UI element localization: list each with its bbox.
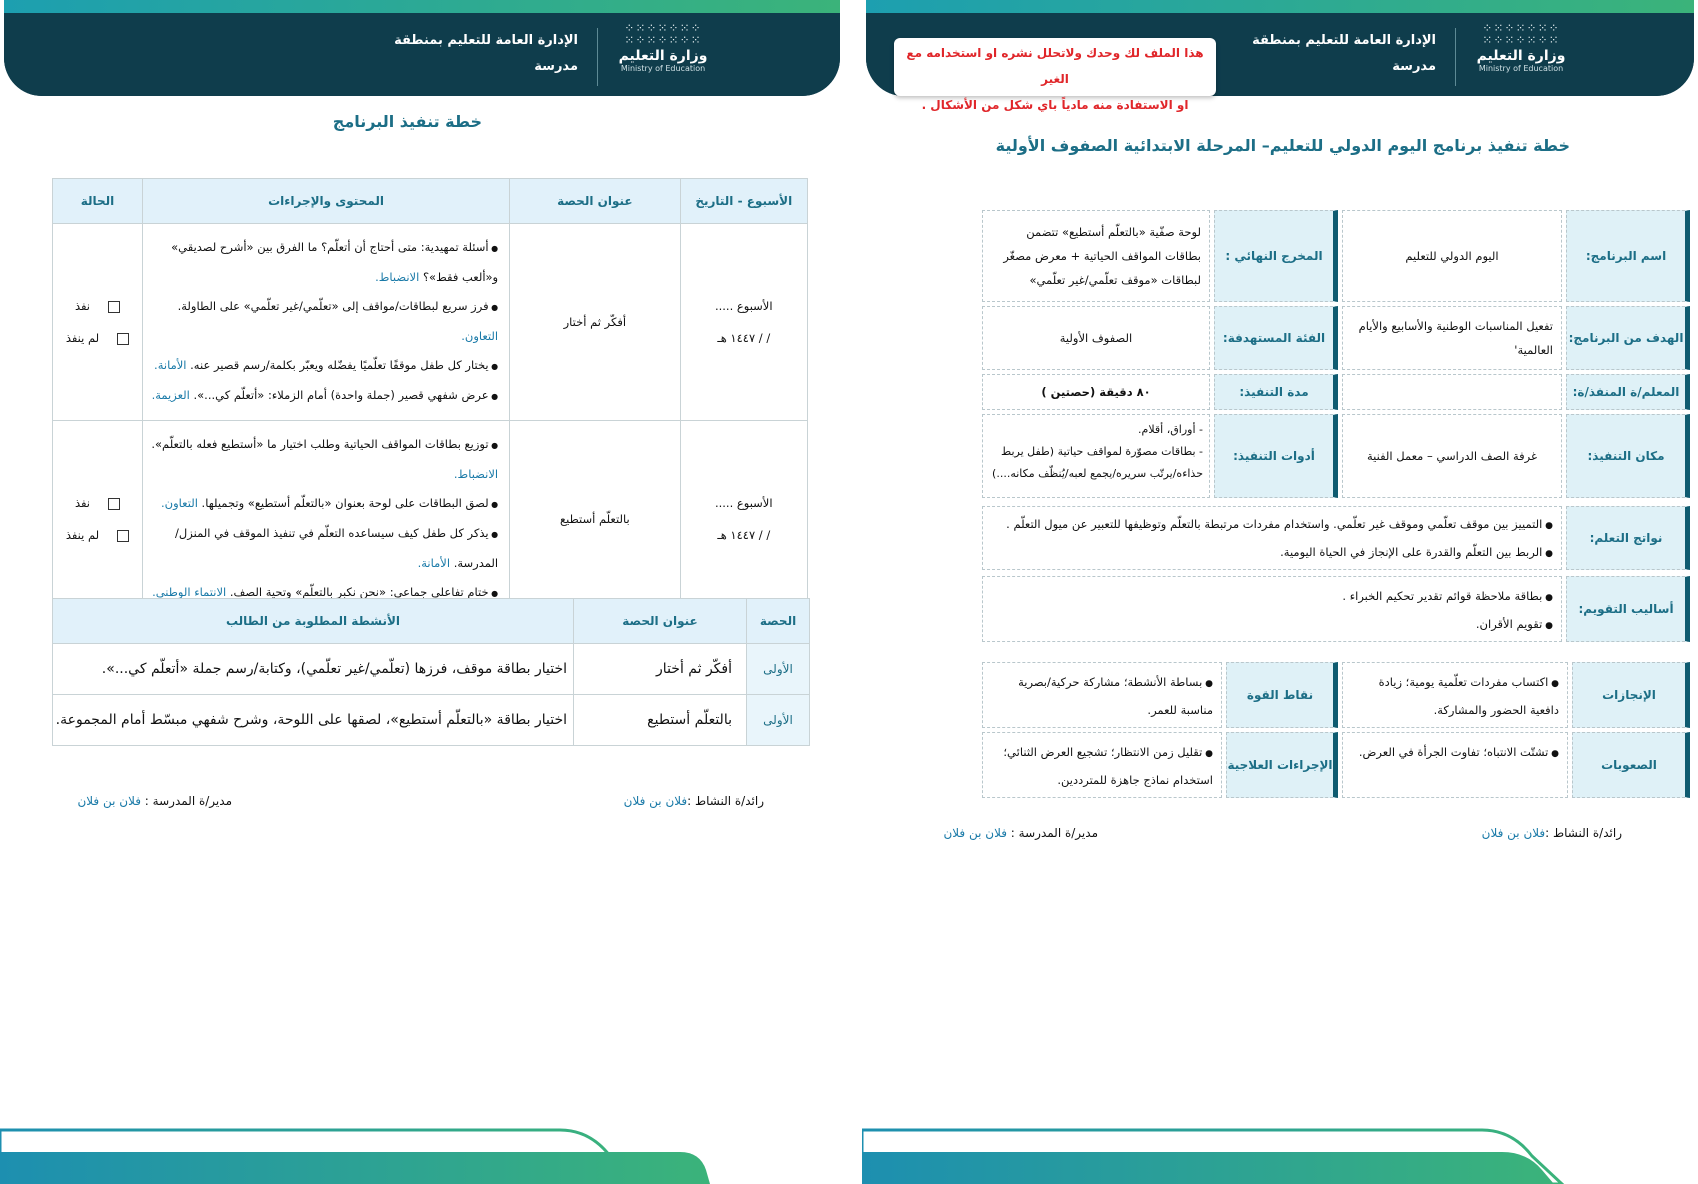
status-cell bbox=[53, 421, 143, 618]
col-content: المحتوى والإجراءات bbox=[142, 179, 509, 224]
principal-signature bbox=[943, 826, 1098, 840]
tools-item: - بطاقات مصوّرة لمواقف حياتية (طفل يربط حذاءه/يرتّب سريره/يجمع لعبه/يُنظّف مكانه....) bbox=[992, 445, 1203, 480]
difficulty-item: ● تشتّت الانتباه؛ تفاوت الجرأة في العرض. bbox=[1351, 739, 1559, 767]
header-text bbox=[1252, 28, 1436, 80]
week-label: الأسبوع ..... bbox=[714, 496, 773, 510]
content-item: ● عرض شفهي قصير (جملة واحدة) أمام الزملاء: «أتعلّم كي...». العزيمة. bbox=[150, 381, 498, 411]
value-tag: التعاون. bbox=[161, 496, 198, 510]
page-right bbox=[862, 0, 1698, 1184]
week-date bbox=[680, 421, 807, 618]
footer-decoration bbox=[0, 1126, 710, 1184]
principal-label: مدير/ة المدرسة : bbox=[140, 794, 232, 808]
period: الأولى bbox=[747, 644, 810, 695]
value-tag: الانتماء الوطني. bbox=[152, 585, 227, 599]
table-row bbox=[53, 421, 808, 618]
col-lesson-title: عنوان الحصة bbox=[510, 179, 680, 224]
week-label: الأسبوع ..... bbox=[714, 299, 773, 313]
principal-name: فلان بن فلان bbox=[943, 826, 1007, 840]
leader-name: فلان بن فلان bbox=[1481, 826, 1546, 840]
status-done[interactable]: نفذ bbox=[54, 290, 141, 322]
value-tag: الأمانة. bbox=[417, 556, 451, 570]
status-cell bbox=[53, 224, 143, 421]
col-status: الحالة bbox=[53, 179, 143, 224]
content-item: ● فرز سريع لبطاقات/مواقف إلى «تعلّمي/غير تعلّمي» على الطاولة. التعاون. bbox=[150, 292, 498, 351]
header-text bbox=[394, 28, 578, 80]
assessment-item: ● بطاقة ملاحظة قوائم تقدير تحكيم الخبراء . bbox=[991, 583, 1553, 611]
remedy-item: ● تقليل زمن الانتظار؛ تشجيع العرض الثنائي؛ استخدام نماذج جاهزة للمترددين. bbox=[991, 739, 1213, 793]
school-name: مدرسة bbox=[534, 59, 578, 74]
page-header bbox=[866, 0, 1694, 112]
copyright-notice bbox=[894, 38, 1216, 112]
outcome-item: ● التمييز بين موقف تعلّمي وموقف غير تعلّمي. واستخدام مفردات مرتبطة بالتعلّم وتوظيفها للتعبير عن ميول التعلّم . bbox=[991, 511, 1553, 539]
ministry-logo: ⁘⁙⁘⁙⁘⁙⁘ ⁙⁘⁙⁘⁙⁘⁙ وزارة التعليم Ministry of Education bbox=[618, 21, 708, 73]
lesson-title: أفكّر ثم أختار bbox=[510, 224, 680, 421]
admin-name: الإدارة العامة للتعليم بمنطقة bbox=[394, 33, 578, 48]
activity: اختيار بطاقة «بالتعلّم أستطيع»، لصقها على اللوحة، وشرح شفهي مبسّط أمام المجموعة. bbox=[53, 695, 574, 746]
table-header-row bbox=[53, 599, 810, 644]
page-header bbox=[4, 0, 840, 96]
label-tools: أدوات التنفيذ: bbox=[1214, 414, 1338, 498]
content-item: ● لصق البطاقات على لوحة بعنوان «بالتعلّم أستطيع» وتجميلها. التعاون. bbox=[150, 489, 498, 519]
document-title: خطة تنفيذ برنامج اليوم الدولي للتعليم– المرحلة الابتدائية الصفوف الأولية bbox=[995, 136, 1570, 155]
program-goal: تفعيل المناسبات الوطنية والأسابيع والأيام العالمية' bbox=[1342, 306, 1562, 370]
activity: اختيار بطاقة موقف، فرزها (تعلّمي/غير تعلّمي)، وكتابة/رسم جملة «أتعلّم كي...». bbox=[53, 644, 574, 695]
difficulties bbox=[1342, 732, 1568, 798]
remedies bbox=[982, 732, 1222, 798]
label-target: الفئة المستهدفة: bbox=[1214, 306, 1338, 370]
achievement-item: ● اكتساب مفردات تعلّمية يومية؛ زيادة دافعية الحضور والمشاركة. bbox=[1351, 669, 1559, 723]
table-header-row bbox=[53, 179, 808, 224]
status-not-done[interactable]: لم ينفذ bbox=[54, 519, 141, 551]
notice-line-1: هذا الملف لك وحدك ولاتحلل نشره او استخدامه مع الغير bbox=[906, 46, 1204, 86]
col-period: الحصة bbox=[747, 599, 810, 644]
target-group: الصفوف الأولية bbox=[982, 306, 1210, 370]
col-lesson-title: عنوان الحصة bbox=[574, 599, 747, 644]
table-row bbox=[53, 644, 810, 695]
activity-leader-signature bbox=[1482, 826, 1622, 840]
achievements bbox=[1342, 662, 1568, 728]
place: غرفة الصف الدراسي – معمل الفنية bbox=[1342, 414, 1562, 498]
label-goal: الهدف من البرنامج: bbox=[1566, 306, 1690, 370]
label-program-name: اسم البرنامج: bbox=[1566, 210, 1690, 302]
table-row bbox=[53, 695, 810, 746]
outcome-item: ● الربط بين التعلّم والقدرة على الإنجاز في الحياة اليومية. bbox=[991, 539, 1553, 567]
final-output: لوحة صفّية «بالتعلّم أستطيع» تتضمن بطاقات المواقف الحياتية + معرض مصغّر لبطاقات «موقف تعلّمي/غير تعلّمي» bbox=[982, 210, 1210, 302]
label-outcomes: نواتج التعلم: bbox=[1566, 506, 1690, 570]
duration: ٨٠ دقيقة (حصتين ) bbox=[982, 374, 1210, 410]
checkbox-done[interactable] bbox=[108, 301, 120, 313]
activities-table bbox=[52, 598, 810, 746]
date-label: / / ١٤٤٧ هـ bbox=[717, 528, 771, 542]
content-cell bbox=[142, 421, 509, 618]
strength-item: ● بساطة الأنشطة؛ مشاركة حركية/بصرية مناسبة للعمر. bbox=[991, 669, 1213, 723]
admin-name: الإدارة العامة للتعليم بمنطقة bbox=[1252, 33, 1436, 48]
checkbox-not-done[interactable] bbox=[117, 530, 129, 542]
content-item: ● يذكر كل طفل كيف سيساعده التعلّم في تنفيذ الموقف في المنزل/المدرسة. الأمانة. bbox=[150, 519, 498, 578]
principal-name: فلان بن فلان bbox=[77, 794, 141, 808]
label-output: المخرج النهائي : bbox=[1214, 210, 1338, 302]
leader-name: فلان بن فلان bbox=[623, 794, 688, 808]
value-tag: العزيمة. bbox=[151, 388, 190, 402]
value-tag: التعاون. bbox=[461, 329, 499, 343]
plan-table bbox=[52, 178, 808, 618]
content-item: ● أسئلة تمهيدية: متى أحتاج أن أتعلّم؟ ما الفرق بين «أشرح لصديقي» و«ألعب فقط»؟ الانضباط. bbox=[150, 233, 498, 292]
label-remedies: الإجراءات العلاجية bbox=[1226, 732, 1338, 798]
content-item: ● توزيع بطاقات المواقف الحياتية وطلب اختيار ما «أستطيع فعله بالتعلّم». الانضباط. bbox=[150, 430, 498, 489]
assessment bbox=[982, 576, 1562, 642]
teacher-name bbox=[1342, 374, 1562, 410]
label-difficulties: الصعوبات bbox=[1572, 732, 1690, 798]
label-assessment: أساليب التقويم: bbox=[1566, 576, 1690, 642]
lesson-title: أفكّر ثم أختار bbox=[574, 644, 747, 695]
col-week-date: الأسبوع - التاريخ bbox=[680, 179, 807, 224]
checkbox-not-done[interactable] bbox=[117, 333, 129, 345]
label-teacher: المعلم/ة المنفذ/ة: bbox=[1566, 374, 1690, 410]
col-activities: الأنشطة المطلوبة من الطالب bbox=[53, 599, 574, 644]
value-tag: الانضباط. bbox=[453, 467, 499, 481]
value-tag: الانضباط. bbox=[375, 270, 420, 284]
label-place: مكان التنفيذ: bbox=[1566, 414, 1690, 498]
footer-decoration bbox=[862, 1126, 1572, 1184]
leader-label: رائد/ة النشاط : bbox=[1545, 826, 1622, 840]
period: الأولى bbox=[747, 695, 810, 746]
page-left bbox=[0, 0, 844, 1184]
table-row bbox=[53, 224, 808, 421]
principal-signature bbox=[77, 794, 232, 808]
notice-line-2: او الاستفادة منه مادياً باي شكل من الأشكال . bbox=[921, 98, 1189, 112]
label-duration: مدة التنفيذ: bbox=[1214, 374, 1338, 410]
value-tag: الأمانة. bbox=[154, 358, 187, 372]
assessment-item: ● تقويم الأقران. bbox=[991, 611, 1553, 639]
program-name: اليوم الدولي للتعليم bbox=[1342, 210, 1562, 302]
status-done[interactable]: نفذ bbox=[54, 487, 141, 519]
tools-item: - أوراق، أقلام. bbox=[1138, 423, 1203, 436]
lesson-title: بالتعلّم أستطيع bbox=[574, 695, 747, 746]
school-name: مدرسة bbox=[1392, 59, 1436, 74]
week-date bbox=[680, 224, 807, 421]
ministry-logo: ⁘⁙⁘⁙⁘⁙⁘ ⁙⁘⁙⁘⁙⁘⁙ وزارة التعليم Ministry of Education bbox=[1476, 21, 1566, 73]
checkbox-done[interactable] bbox=[108, 498, 120, 510]
lesson-title: بالتعلّم أستطيع bbox=[510, 421, 680, 618]
label-achievements: الإنجازات bbox=[1572, 662, 1690, 728]
content-cell bbox=[142, 224, 509, 421]
content-item: ● ختام تفاعلي جماعي: «نحن نكبر بالتعلّم» وتحية الصف. الانتماء الوطني. bbox=[150, 578, 498, 608]
tools bbox=[982, 414, 1210, 498]
leader-label: رائد/ة النشاط : bbox=[687, 794, 764, 808]
label-strengths: نقاط القوة bbox=[1226, 662, 1338, 728]
strengths bbox=[982, 662, 1222, 728]
principal-label: مدير/ة المدرسة : bbox=[1006, 826, 1098, 840]
outcomes bbox=[982, 506, 1562, 570]
document-title: خطة تنفيذ البرنامج bbox=[332, 112, 482, 131]
content-item: ● يختار كل طفل موقفًا تعلّميًا يفضّله ويعبّر بكلمة/رسم قصير عنه. الأمانة. bbox=[150, 351, 498, 381]
status-not-done[interactable]: لم ينفذ bbox=[54, 322, 141, 354]
date-label: / / ١٤٤٧ هـ bbox=[717, 331, 771, 345]
activity-leader-signature bbox=[624, 794, 764, 808]
